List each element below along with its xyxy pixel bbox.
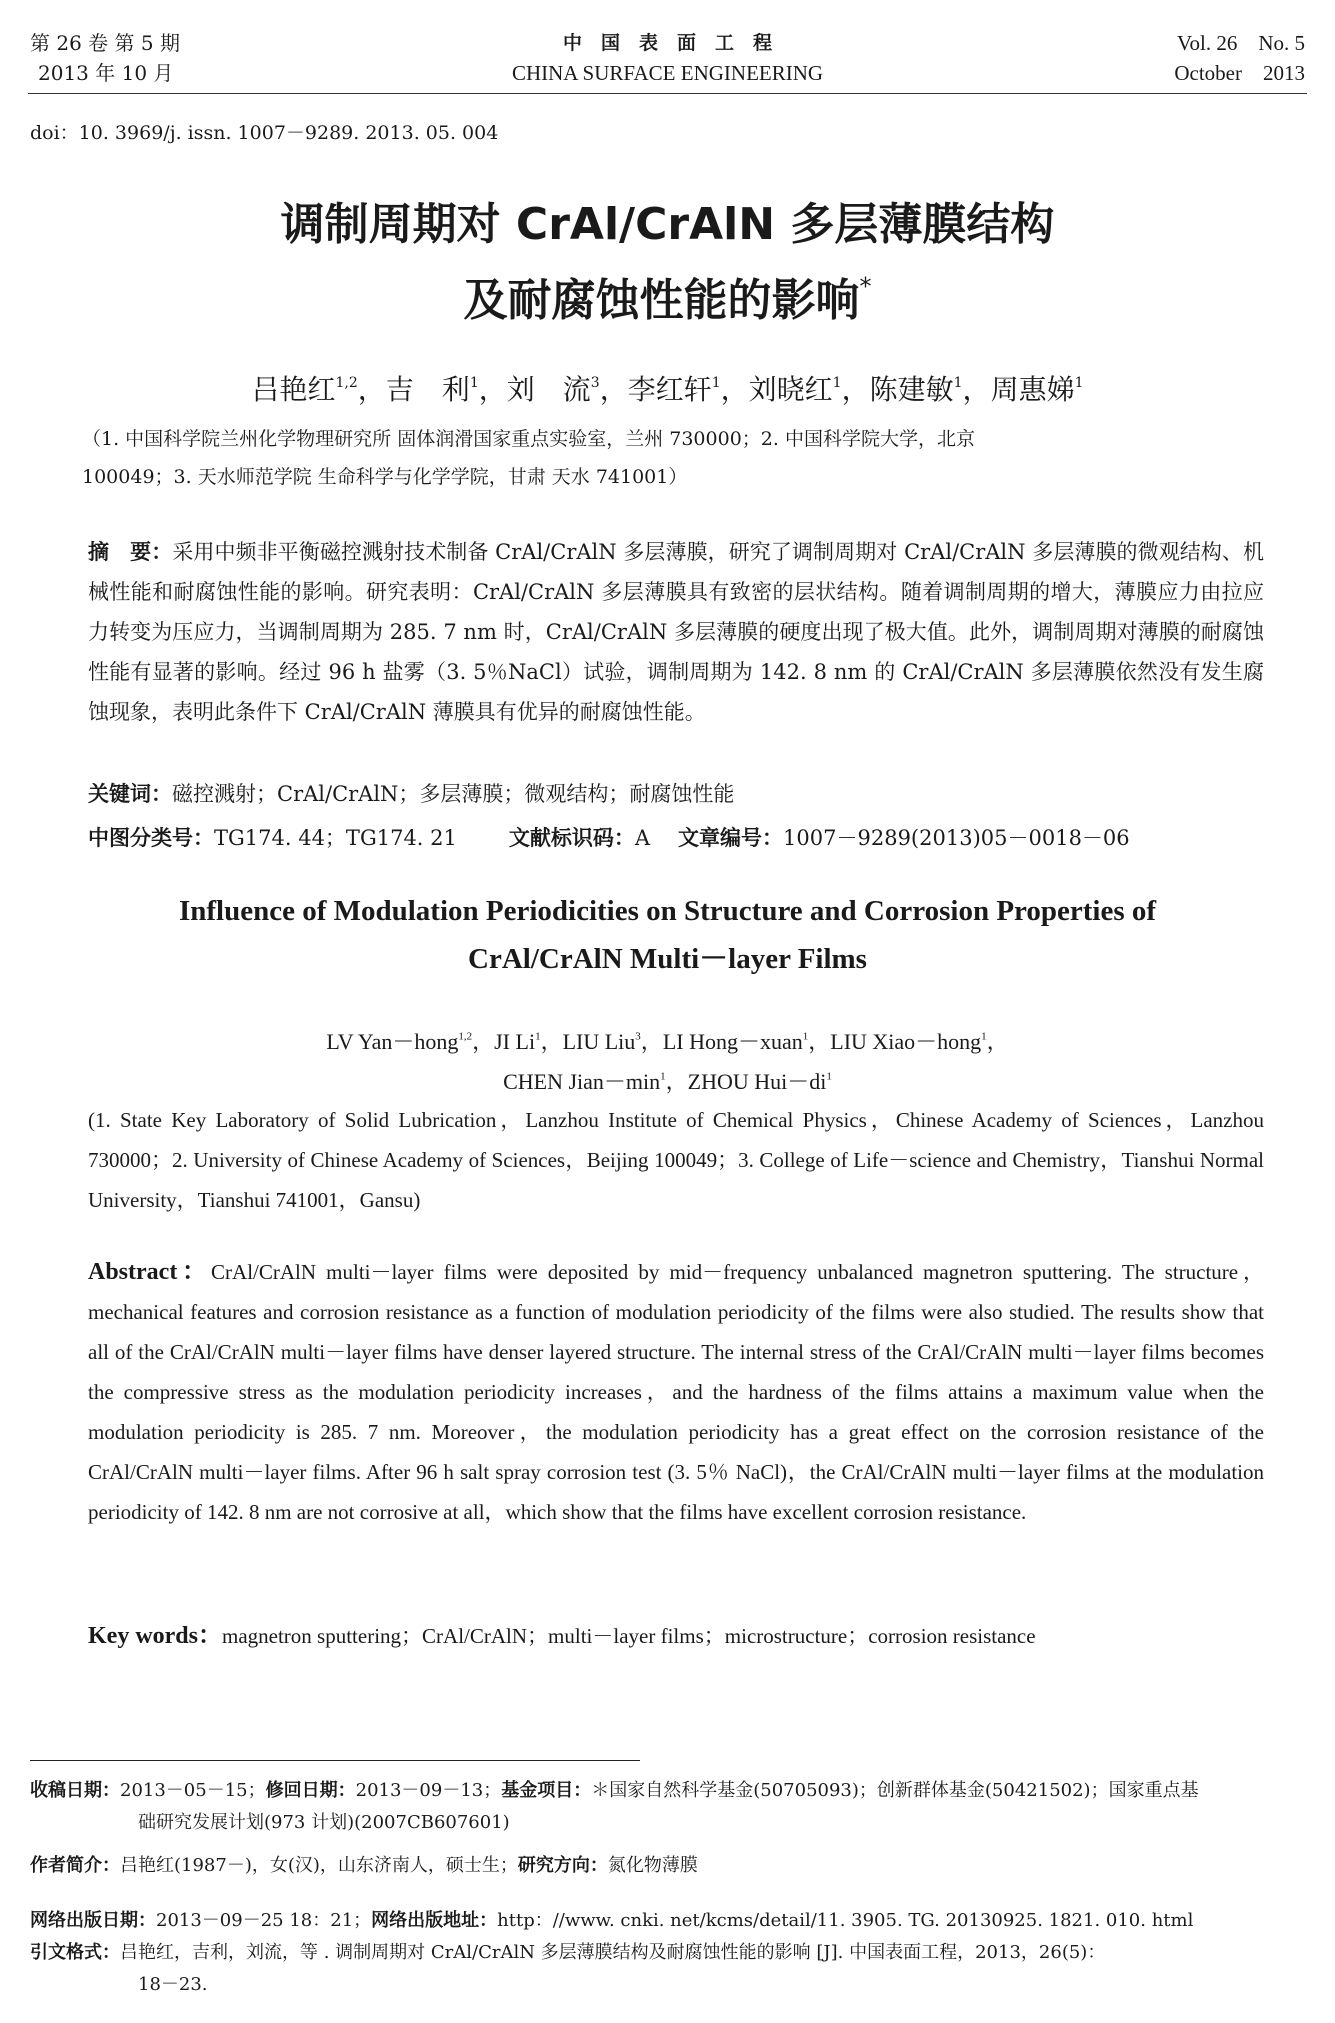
doc-code-value: A: [634, 826, 651, 850]
authors-en-line1: LV Yan－hong$^{1,2}$，JI Li$^1$，LIU Liu$^3$，LI Hong－xuan$^1$，LIU Xiao－hong$^1$，: [326, 1029, 1009, 1054]
citation-text: 吕艳红，吉利，刘流，等 . 调制周期对 CrAl/CrAlN 多层薄膜结构及耐腐蚀性能的影响 [J]. 中国表面工程，2013，26(5)：: [120, 1942, 1106, 1963]
received-date: 2013－05－15；: [120, 1780, 266, 1801]
author-cn: 陈建敏: [869, 373, 954, 406]
citation-text-cont: 18－23.: [138, 1974, 208, 1995]
author-affil-sup: 1,2: [458, 1030, 473, 1043]
volume-issue-cn: 第 26 卷 第 5 期: [30, 31, 180, 55]
abstract-cn-text: 采用中频非平衡磁控溅射技术制备 CrAl/CrAlN 多层薄膜，研究了调制周期对 CrAl/CrAlN 多层薄膜的微观结构、机械性能和耐腐蚀性能的影响。研究表明：CrAl/CrAlN 多层薄膜具有致密的层状结构。随着调制周期的增大，薄膜应力由拉应力转变为压应力，当调制周期为 285. 7 nm 时，CrAl/CrAlN 多层薄膜的硬度出现了极大值。此外，调制周期对薄膜的耐腐蚀性能有显著的影响。经过 96 h 盐雾（3. 5％NaCl）试验，调制周期为 142. 8 nm 的 CrAl/CrAlN 多层薄膜依然没有发生腐蚀现象，表明此条件下 CrAl/CrAlN 薄膜具有优异的耐腐蚀性能。: [88, 540, 1265, 724]
author-affil-sup: 1: [469, 375, 479, 392]
abstract-cn-label: 摘 要：: [88, 540, 173, 564]
title-en-line1: Influence of Modulation Periodicities on Structure and Corrosion Properties of: [178, 895, 1157, 927]
date-cn: 2013 年 10 月: [38, 61, 174, 85]
journal-name-en: CHINA SURFACE ENGINEERING: [511, 61, 824, 85]
abstract-en-text: CrAl/CrAlN multi－layer films were deposited by mid－frequency unbalanced magnetron sputtering. The structure，mechanical features and corrosion resistance as a function of modulation periodicity of the films were also studied. The results show that all of the CrAl/CrAlN multi－layer films have denser layered structure. The internal stress of the CrAl/CrAlN multi－layer films becomes the compressive stress as the modulation periodicity increases，and the hardness of the films attains a maximum value when the modulation periodicity is 285. 7 nm. Moreover，the modulation periodicity has a great effect on the corrosion resistance of the CrAl/CrAlN multi－layer films. After 96 h salt spray corrosion test (3. 5％ NaCl)，the CrAl/CrAlN multi－layer films at the modulation periodicity of 142. 8 nm are not corrosive at all，which show that the films have excellent corrosion resistance.: [88, 1260, 1264, 1524]
author-en: ZHOU Hui－di: [687, 1069, 827, 1094]
keywords-en-label: Key words：: [88, 1623, 222, 1649]
online-date-label: 网络出版日期：: [30, 1910, 156, 1931]
footnote-author: [30, 1851, 698, 1881]
header-rule: [28, 93, 1307, 94]
footnote-rule: [30, 1760, 640, 1761]
abstract-en: [88, 1252, 1264, 1532]
abstract-en-label: Abstract：: [88, 1259, 212, 1285]
article-number-label: 文章编号：: [678, 826, 784, 850]
classification-line: [88, 818, 1288, 858]
title-cn-line2-text: 及耐腐蚀性能的影响: [463, 275, 860, 326]
revised-date: 2013－09－13；: [355, 1780, 502, 1801]
affiliations-en: (1. State Key Laboratory of Solid Lubrication，Lanzhou Institute of Chemical Physics，Chinese Academy of Sciences，Lanzhou 730000；2. University of Chinese Academy of Sciences，Beijing 100049；3. College of Life－science and Chemistry，Tianshui Normal University，Tianshui 741001，Gansu): [88, 1108, 1264, 1212]
footnote-online: [30, 1906, 1193, 1936]
author-affil-sup: 3: [635, 1030, 641, 1043]
author-affil-sup: 1: [802, 1030, 809, 1043]
title-cn-line2: [0, 272, 1335, 330]
author-bio-label: 作者简介：: [30, 1855, 120, 1876]
author-cn: 吉 利: [385, 373, 470, 406]
author-en: JI Li: [494, 1029, 536, 1054]
author-affil-sup: 1,2: [335, 375, 358, 392]
author-bio-text: 吕艳红(1987－)，女(汉)，山东济南人，硕士生；: [120, 1855, 518, 1876]
received-label: 收稿日期：: [30, 1780, 120, 1801]
author-cn: 刘晓红: [748, 373, 833, 406]
authors-en-line2: CHEN $Jian-\min^1$，ZHOU $Hui-di^1$: [503, 1069, 832, 1094]
keywords-cn-text: 磁控溅射；CrAl/CrAlN；多层薄膜；微观结构；耐腐蚀性能: [172, 782, 735, 806]
journal-name-cn: 中 国 表 面 工 程: [562, 32, 772, 54]
author-affil-sup: 1: [981, 1030, 987, 1043]
date-en: October 2013: [1174, 61, 1305, 85]
fund-text-cont: 础研究发展计划(973 计划)(2007CB607601): [138, 1812, 510, 1833]
doi: doi：10. 3969/j. issn. 1007－9289. 2013. 05. 004: [30, 122, 499, 144]
doc-code-label: 文献标识码：: [508, 826, 635, 850]
author-cn: 刘 流: [506, 373, 591, 406]
footnote-citation: [30, 1938, 1105, 1968]
abstract-cn: [88, 532, 1264, 732]
author-en: LIU Liu: [562, 1029, 636, 1054]
title-cn-line1: 调制周期对 CrAl/CrAlN 多层薄膜结构: [280, 199, 1055, 250]
affil-cn-line2: 100049；3. 天水师范学院 生命科学与化学学院，甘肃 天水 741001）: [82, 466, 688, 488]
clc-label: 中图分类号：: [88, 826, 214, 850]
author-en: LIU Xiao－hong: [830, 1029, 982, 1054]
keywords-en-text: magnetron sputtering；CrAl/CrAlN；multi－layer films；microstructure；corrosion resistance: [222, 1624, 1036, 1648]
research-direction-text: 氮化物薄膜: [607, 1855, 698, 1876]
title-footnote-mark: *: [859, 272, 872, 301]
author-affil-sup: 1: [535, 1030, 541, 1043]
online-date: 2013－09－25 18：21；: [156, 1910, 372, 1931]
author-en: LI Hong－xuan: [662, 1029, 803, 1054]
online-url: http：//www. cnki. net/kcms/detail/11. 3905. TG. 20130925. 1821. 010. html: [497, 1910, 1194, 1931]
author-affil-sup: 1: [1074, 375, 1084, 392]
author-en: CHEN Jian－min: [503, 1069, 661, 1094]
author-cn: 李红轩: [627, 373, 712, 406]
footnote-dates-fund: [30, 1776, 1320, 1806]
author-affil-sup: 3: [590, 375, 600, 392]
author-affil-sup: 1: [953, 375, 963, 392]
author-cn: 周惠娣: [990, 373, 1075, 406]
online-url-label: 网络出版地址：: [371, 1910, 498, 1931]
author-affil-sup: 1: [832, 375, 842, 392]
keywords-cn-label: 关键词：: [88, 782, 172, 806]
volume-issue-en: Vol. 26 No. 5: [1177, 31, 1305, 55]
fund-text: ＊国家自然科学基金(50705093)；创新群体基金(50421502)；国家重点基: [591, 1780, 1199, 1801]
keywords-en: [88, 1616, 1288, 1656]
author-affil-sup: 1: [660, 1070, 666, 1083]
authors-cn: 吕艳红$^{1,2}$，吉 利$^1$，刘 流$^3$，李红轩$^1$，刘晓红$^1$，陈建敏$^1$，周惠娣$^1$: [251, 373, 1084, 406]
author-cn: 吕艳红: [251, 373, 336, 406]
affil-cn-line1: （1. 中国科学院兰州化学物理研究所 固体润滑国家重点实验室，兰州 730000；2. 中国科学院大学，北京: [82, 428, 975, 450]
affiliations-cn: [82, 420, 1272, 496]
keywords-cn: [88, 774, 1264, 814]
revised-label: 修回日期：: [265, 1780, 356, 1801]
clc-value: TG174. 44；TG174. 21: [214, 826, 457, 850]
research-direction-label: 研究方向：: [517, 1855, 608, 1876]
author-affil-sup: 1: [826, 1070, 832, 1083]
author-affil-sup: 1: [711, 375, 721, 392]
article-number-value: 1007－9289(2013)05－0018－06: [783, 826, 1130, 850]
title-en-line2: CrAl/CrAlN Multi－layer Films: [468, 943, 867, 975]
citation-label: 引文格式：: [30, 1942, 120, 1963]
fund-label: 基金项目：: [501, 1780, 592, 1801]
author-en: LV Yan－hong: [326, 1029, 459, 1054]
